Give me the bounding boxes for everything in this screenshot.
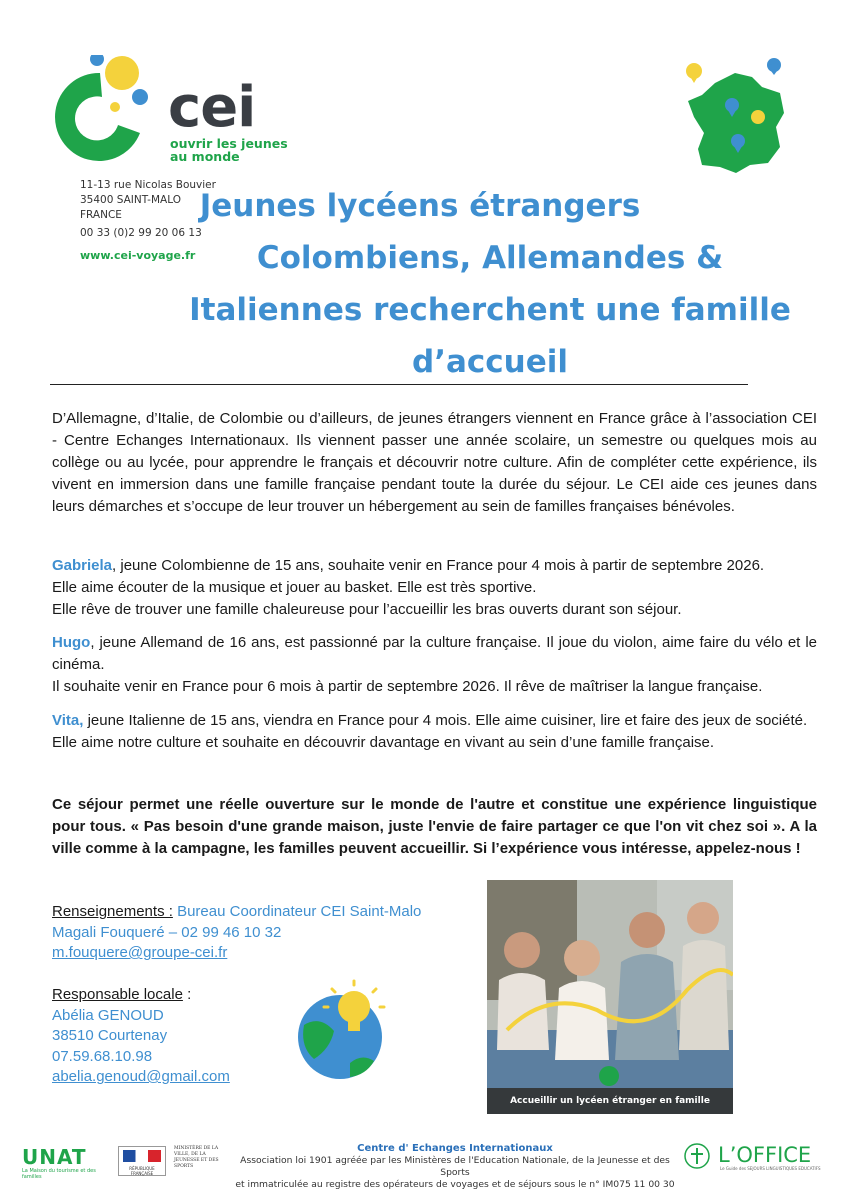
office-tagline: Le Guide des SEJOURS LINGUISTIQUES EDUCATIFS — [720, 1166, 821, 1171]
page-title: Jeunes lycéens étrangers Colombiens, Allemandes & Italiennes recherchent une famille d’accueil — [189, 188, 791, 380]
local-contact-block: Responsable locale : Abélia GENOUD 38510 Courtenay 07.59.68.10.98 abelia.genoud@gmail.com — [52, 986, 230, 1085]
ministry-logo: MINISTÈRE DE LA VILLE, DE LA JEUNESSE ET DES SPORTS — [174, 1146, 219, 1169]
france-map-icon — [680, 55, 790, 180]
footer-legal: Centre d' Echanges Internationaux Association loi 1901 agréée par les Ministères de l'Education Nationale, de la Jeunesse et des Sports et immatriculée au registre des opérateurs de voyages et de séjours sous le n° IM075 11 00 30 — [235, 1143, 675, 1190]
logo-tagline: ouvrir les jeunes au monde — [170, 136, 288, 164]
intro-paragraph: D’Allemagne, d’Italie, de Colombie ou d’ailleurs, de jeunes étrangers viennent en France grâce à l’association CEI - Centre Echanges Internationaux. Ils viennent passer une année scolaire, un semestre ou quelques mois au collège ou au lycée, pour apprendre le français et découvrir notre culture. Afin de compléter cette expérience, ils vivent en immersion dans une famille française pendant toute la durée du séjour. Le CEI aide ces jeunes dans leurs démarches et s’occupe de leur trouver un hébergement au sein de familles françaises bénévoles. — [52, 410, 817, 515]
french-flag-icon — [123, 1150, 161, 1162]
family-illustration-icon — [487, 880, 733, 1114]
lightbulb-globe-icon — [290, 975, 400, 1085]
office-logo: L’OFFICE — [718, 1143, 812, 1167]
divider — [50, 384, 748, 385]
website-link[interactable]: www.cei-voyage.fr — [80, 249, 196, 262]
student-name: Vita, — [52, 712, 84, 729]
cei-logo-icon — [40, 55, 160, 165]
unat-tagline: La Maison du tourisme et des familles — [22, 1168, 96, 1180]
photo-caption: Accueillir un lycéen étranger en famille — [487, 1088, 733, 1114]
contact-label: Renseignements : — [52, 903, 173, 920]
student-name: Gabriela — [52, 557, 113, 574]
family-photo — [487, 880, 733, 1114]
contact-email-link[interactable]: m.fouquere@groupe-cei.fr — [52, 944, 228, 961]
student-vita: Vita, jeune Italienne de 15 ans, viendra en France pour 4 mois. Elle aime cuisiner, lire et faire des jeux de société. Elle aime notre culture et souhaite en découvrir davantage en vivant au sein d’une famille française. — [52, 712, 808, 751]
contact-block: Renseignements : Bureau Coordinateur CEI Saint-Malo Magali Fouqueré – 02 99 46 10 32 m.fouquere@groupe-cei.fr — [52, 903, 422, 961]
logo-wordmark: cei — [168, 75, 256, 140]
unat-logo: UNAT — [22, 1145, 87, 1169]
student-gabriela: Gabriela, jeune Colombienne de 15 ans, souhaite venir en France pour 4 mois à partir de septembre 2026. Elle aime écouter de la musique et jouer au basket. Elle est très sportive. Elle rêve de trouver une famille chaleureuse pour l’accueillir les bras ouverts durant son séjour. — [52, 557, 765, 618]
closing-paragraph: Ce séjour permet une réelle ouverture sur le monde de l'autre et constitue une expérience linguistique pour tous. « Pas besoin d'une grande maison, juste l'envie de faire partager ce que l'on vit chez soi ». A la ville comme à la campagne, les familles peuvent accueillir. Si l’expérience vous intéresse, appelez-nous ! — [52, 796, 817, 857]
student-hugo: Hugo, jeune Allemand de 16 ans, est passionné par la culture française. Il joue du violon, aime faire du vélo et le cinéma. Il souhaite venir en France pour 6 mois à partir de septembre 2026. Il rêve de maîtriser la langue française. — [52, 634, 817, 695]
student-name: Hugo — [52, 634, 91, 651]
local-email-link[interactable]: abelia.genoud@gmail.com — [52, 1068, 230, 1085]
office-emblem-icon — [684, 1143, 710, 1169]
address-block: 11-13 rue Nicolas Bouvier 35400 SAINT-MALO FRANCE 00 33 (0)2 99 20 06 13 www.cei-voyage.fr — [80, 179, 216, 262]
